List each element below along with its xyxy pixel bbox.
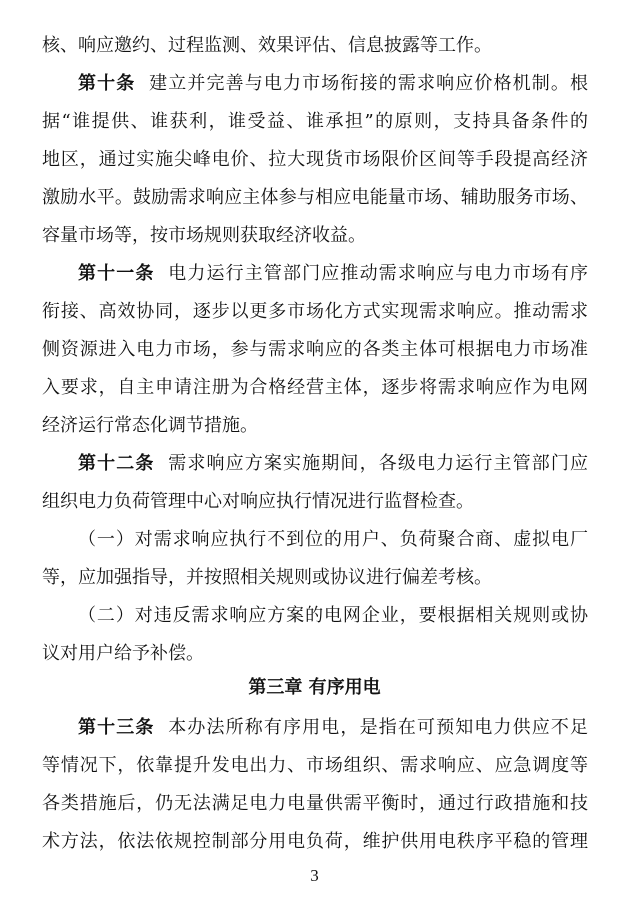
line-text: 经济运行常态化调节措施。 <box>42 415 258 436</box>
body-line <box>42 180 588 216</box>
line-text: 核、响应邀约、过程监测、效果评估、信息披露等工作。 <box>42 35 492 56</box>
body-line <box>42 636 588 672</box>
line-text: 需求响应方案实施期间，各级电力运行主管部门应 <box>168 453 589 474</box>
chapter-heading: 第三章 有序用电 <box>248 677 381 698</box>
article-heading-line <box>78 256 588 292</box>
body-line <box>42 370 588 406</box>
body-line <box>42 28 588 64</box>
line-text: 议对用户给予补偿。 <box>42 643 204 664</box>
article-heading-line <box>78 710 588 746</box>
line-text: 等情况下，依靠提升发电出力、市场组织、需求响应、应急调度等 <box>42 755 588 776</box>
article-heading-line <box>78 446 588 482</box>
body-line <box>42 560 588 596</box>
body-line <box>42 332 588 368</box>
article-label: 第十一条 <box>78 263 155 284</box>
line-text: 建立并完善与电力市场衔接的需求响应价格机制。根 <box>149 73 589 94</box>
line-text: 容量市场等，按市场规则获取经济收益。 <box>42 225 366 246</box>
line-text: 电力运行主管部门应推动需求响应与电力市场有序 <box>168 263 589 284</box>
line-text: 等，应加强指导，并按照相关规则或协议进行偏差考核。 <box>42 567 492 588</box>
article-heading-line <box>78 66 588 102</box>
line-text: （一）对需求响应执行不到位的用户、负荷聚合商、虚拟电厂 <box>78 529 588 550</box>
line-text: 侧资源进入电力市场，参与需求响应的各类主体可根据电力市场准 <box>42 339 588 360</box>
article-label: 第十二条 <box>78 453 155 474</box>
line-text: 地区，通过实施尖峰电价、拉大现货市场限价区间等手段提高经济 <box>42 149 588 170</box>
body-line <box>42 786 588 822</box>
body-line <box>42 294 588 330</box>
line-text: 入要求，自主申请注册为合格经营主体，逐步将需求响应作为电网 <box>42 377 588 398</box>
line-text: （二）对违反需求响应方案的电网企业，要根据相关规则或协 <box>78 605 588 626</box>
line-text: 各类措施后，仍无法满足电力电量供需平衡时，通过行政措施和技 <box>42 793 588 814</box>
body-line <box>42 748 588 784</box>
line-text: 术方法，依法依规控制部分用电负荷，维护供用电秩序平稳的管理 <box>42 831 588 852</box>
line-text: 组织电力负荷管理中心对响应执行情况进行监督检查。 <box>42 491 474 512</box>
clause-line <box>78 598 588 634</box>
body-line <box>42 142 588 178</box>
line-text: 本办法所称有序用电，是指在可预知电力供应不足 <box>168 717 589 738</box>
page-number: 3 <box>310 866 319 885</box>
body-line <box>42 824 588 860</box>
line-text: 激励水平。鼓励需求响应主体参与相应电能量市场、辅助服务市场、 <box>42 187 588 208</box>
article-label: 第十三条 <box>78 717 155 738</box>
body-line <box>42 484 588 520</box>
body-line <box>42 104 588 140</box>
body-line <box>42 408 588 444</box>
line-text: 据“谁提供、谁获利，谁受益、谁承担”的原则，支持具备条件的 <box>42 111 588 132</box>
clause-line <box>78 522 588 558</box>
article-label: 第十条 <box>78 73 136 94</box>
line-text: 衔接、高效协同，逐步以更多市场化方式实现需求响应。推动需求 <box>42 301 588 322</box>
body-line <box>42 218 588 254</box>
